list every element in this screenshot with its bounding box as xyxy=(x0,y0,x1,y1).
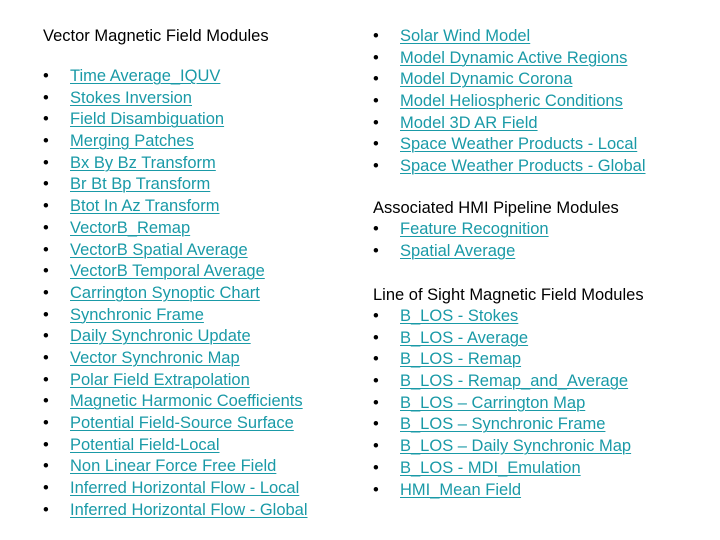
module-link[interactable]: Model Dynamic Active Regions xyxy=(400,48,628,67)
module-link[interactable]: Inferred Horizontal Flow - Local xyxy=(70,479,300,498)
bullet-icon: • xyxy=(373,92,379,111)
bullet-icon: • xyxy=(373,372,379,391)
bullet-icon: • xyxy=(373,307,379,325)
bullet-icon: • xyxy=(43,348,49,367)
module-link[interactable]: Vector Synchronic Map xyxy=(70,348,240,367)
bullet-icon: • xyxy=(43,305,49,324)
bullet-icon: • xyxy=(43,479,49,498)
list-item xyxy=(43,435,353,457)
list-item xyxy=(373,91,703,113)
module-link[interactable]: B_LOS - Average xyxy=(400,328,529,347)
list-item xyxy=(43,305,353,327)
module-link[interactable]: Model 3D AR Field xyxy=(400,113,538,132)
list-item xyxy=(373,306,703,328)
list-item xyxy=(373,393,703,415)
bullet-icon: • xyxy=(43,457,49,476)
module-link[interactable]: Inferred Horizontal Flow - Global xyxy=(70,500,308,519)
bullet-icon: • xyxy=(43,262,49,281)
module-link[interactable]: HMI_Mean Field xyxy=(400,480,522,499)
list-item xyxy=(373,219,703,241)
module-link[interactable]: Potential Field-Source Surface xyxy=(70,414,294,432)
bullet-icon: • xyxy=(373,27,379,45)
los-section-title: Line of Sight Magnetic Field Modules xyxy=(373,286,644,304)
list-item xyxy=(43,66,353,88)
module-link[interactable]: Non Linear Force Free Field xyxy=(70,457,277,476)
list-item xyxy=(43,370,353,392)
list-item xyxy=(373,48,703,70)
module-link[interactable]: Carrington Synoptic Chart xyxy=(70,283,260,302)
list-item xyxy=(373,26,703,48)
module-link[interactable]: B_LOS - Stokes xyxy=(400,307,519,325)
list-item xyxy=(43,500,353,522)
bullet-icon: • xyxy=(373,113,379,132)
bullet-icon: • xyxy=(373,328,379,347)
vector-module-list xyxy=(43,66,353,521)
bullet-icon: • xyxy=(373,458,379,477)
bullet-icon: • xyxy=(373,157,379,176)
list-item xyxy=(43,348,353,370)
list-item xyxy=(43,456,353,478)
model-module-list xyxy=(373,26,703,178)
list-item xyxy=(373,241,703,263)
module-link[interactable]: Br Bt Bp Transform xyxy=(70,175,211,194)
list-item xyxy=(373,134,703,156)
bullet-icon: • xyxy=(373,48,379,67)
bullet-icon: • xyxy=(373,70,379,89)
bullet-icon: • xyxy=(373,480,379,499)
module-link[interactable]: Stokes Inversion xyxy=(70,88,192,107)
module-link[interactable]: Merging Patches xyxy=(70,132,194,151)
list-item xyxy=(373,349,703,371)
list-item xyxy=(373,113,703,135)
module-link[interactable]: Btot In Az Transform xyxy=(70,197,220,216)
associated-section-title: Associated HMI Pipeline Modules xyxy=(373,199,619,217)
list-item xyxy=(43,88,353,110)
list-item xyxy=(43,283,353,305)
bullet-icon: • xyxy=(43,67,49,85)
bullet-icon: • xyxy=(43,240,49,259)
module-link[interactable]: Model Dynamic Corona xyxy=(400,70,573,89)
vector-section-title: Vector Magnetic Field Modules xyxy=(43,27,269,45)
list-item xyxy=(373,328,703,350)
list-item xyxy=(43,109,353,131)
module-link[interactable]: Daily Synchronic Update xyxy=(70,327,251,346)
bullet-icon: • xyxy=(373,437,379,456)
module-link[interactable]: Synchronic Frame xyxy=(70,305,204,324)
module-link[interactable]: Magnetic Harmonic Coefficients xyxy=(70,392,303,411)
bullet-icon: • xyxy=(43,414,49,432)
module-link[interactable]: Polar Field Extrapolation xyxy=(70,370,250,389)
bullet-icon: • xyxy=(43,283,49,302)
bullet-icon: • xyxy=(43,110,49,129)
list-item xyxy=(373,371,703,393)
module-link[interactable]: B_LOS - Remap_and_Average xyxy=(400,372,629,391)
module-link[interactable]: Spatial Average xyxy=(400,241,516,260)
list-item xyxy=(373,480,703,502)
list-item xyxy=(43,478,353,500)
list-item xyxy=(43,240,353,262)
bullet-icon: • xyxy=(43,132,49,151)
bullet-icon: • xyxy=(373,415,379,434)
associated-module-list xyxy=(373,219,703,262)
module-link[interactable]: B_LOS – Daily Synchronic Map xyxy=(400,437,632,456)
bullet-icon: • xyxy=(373,220,379,238)
bullet-icon: • xyxy=(43,327,49,346)
module-link[interactable]: Time Average_IQUV xyxy=(70,67,221,85)
los-module-list xyxy=(373,306,703,501)
list-item xyxy=(43,196,353,218)
module-link[interactable]: B_LOS - MDI_Emulation xyxy=(400,458,581,477)
module-link[interactable]: Feature Recognition xyxy=(400,220,549,238)
bullet-icon: • xyxy=(43,392,49,411)
list-item xyxy=(43,131,353,153)
bullet-icon: • xyxy=(43,500,49,519)
bullet-icon: • xyxy=(373,241,379,260)
list-item xyxy=(373,414,703,436)
bullet-icon: • xyxy=(43,218,49,237)
module-link[interactable]: Bx By Bz Transform xyxy=(70,153,216,172)
bullet-icon: • xyxy=(373,135,379,154)
module-link[interactable]: Field Disambiguation xyxy=(70,110,225,129)
bullet-icon: • xyxy=(43,435,49,454)
module-link[interactable]: Solar Wind Model xyxy=(400,27,531,45)
list-item xyxy=(43,261,353,283)
list-item xyxy=(43,218,353,240)
list-item xyxy=(43,391,353,413)
module-link[interactable]: Space Weather Products - Global xyxy=(400,157,646,176)
list-item xyxy=(43,326,353,348)
bullet-icon: • xyxy=(43,370,49,389)
module-link[interactable]: VectorB_Remap xyxy=(70,218,191,237)
bullet-icon: • xyxy=(43,88,49,107)
module-link[interactable]: VectorB Spatial Average xyxy=(70,240,248,259)
module-link[interactable]: VectorB Temporal Average xyxy=(70,262,265,281)
list-item xyxy=(373,436,703,458)
bullet-icon: • xyxy=(373,393,379,412)
list-item xyxy=(373,69,703,91)
list-item xyxy=(43,413,353,435)
list-item xyxy=(43,174,353,196)
module-link[interactable]: Model Heliospheric Conditions xyxy=(400,92,623,111)
list-item xyxy=(373,156,703,178)
bullet-icon: • xyxy=(43,153,49,172)
module-link[interactable]: Space Weather Products - Local xyxy=(400,135,638,154)
module-link[interactable]: B_LOS – Carrington Map xyxy=(400,393,586,412)
module-link[interactable]: B_LOS - Remap xyxy=(400,350,522,369)
list-item xyxy=(43,153,353,175)
list-item xyxy=(373,458,703,480)
bullet-icon: • xyxy=(43,175,49,194)
module-link[interactable]: Potential Field-Local xyxy=(70,435,220,454)
bullet-icon: • xyxy=(373,350,379,369)
module-link[interactable]: B_LOS – Synchronic Frame xyxy=(400,415,606,434)
bullet-icon: • xyxy=(43,197,49,216)
